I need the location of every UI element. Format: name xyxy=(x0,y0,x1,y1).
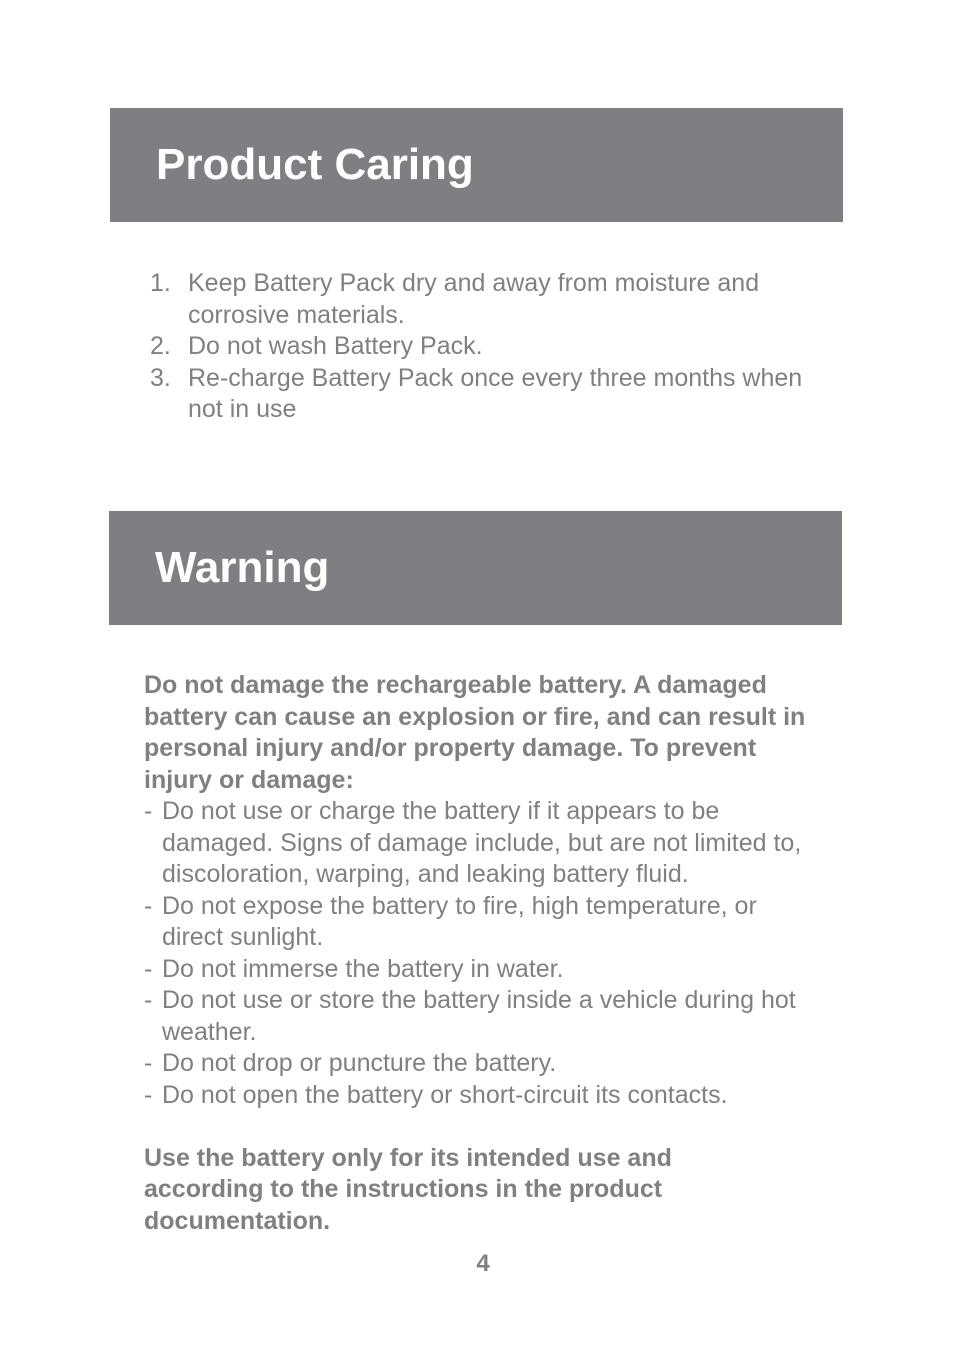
product-caring-title: Product Caring xyxy=(156,140,474,189)
list-item-text: Do not immerse the battery in water. xyxy=(162,954,564,983)
warning-content xyxy=(144,670,824,1237)
product-caring-list xyxy=(150,268,840,426)
list-item xyxy=(144,891,824,954)
list-item xyxy=(150,268,840,331)
list-item-dash: - xyxy=(144,1049,153,1077)
list-item xyxy=(144,985,824,1048)
list-item-dash: - xyxy=(144,986,153,1014)
list-item-number: 3. xyxy=(150,363,171,392)
list-item-number: 1. xyxy=(150,269,171,297)
list-item-text: Do not drop or puncture the battery. xyxy=(162,1049,557,1077)
list-item-text: Do not wash Battery Pack. xyxy=(188,332,483,360)
list-item xyxy=(144,1080,824,1112)
list-item-text: Do not open the battery or short-circuit its contacts. xyxy=(162,1080,728,1109)
list-item-text: Do not use or store the battery inside a vehicle during hot weather. xyxy=(162,986,796,1046)
list-item-text: Do not use or charge the battery if it appears to be damaged. Signs of damage include, but are not limited to, discoloration, warping, and leaking battery fluid. xyxy=(162,797,802,888)
list-item xyxy=(144,1048,824,1080)
list-item-text: Do not expose the battery to fire, high temperature, or direct sunlight. xyxy=(162,891,757,951)
warning-title: Warning xyxy=(155,543,330,592)
warning-intro: Do not damage the rechargeable battery. A damaged battery can cause an explosion or fire, and can result in personal injury and/or property damage. To prevent injury or damage: xyxy=(144,671,806,794)
list-item xyxy=(150,363,840,426)
product-caring-banner xyxy=(110,108,843,222)
list-item xyxy=(150,331,840,363)
list-item-dash: - xyxy=(144,797,153,825)
list-item xyxy=(144,954,824,986)
page-number: 4 xyxy=(476,1250,490,1277)
warning-list xyxy=(144,796,824,1111)
list-item-text: Re-charge Battery Pack once every three months when not in use xyxy=(188,363,803,423)
list-item-dash: - xyxy=(144,954,153,983)
list-item-dash: - xyxy=(144,891,153,920)
list-item xyxy=(144,796,824,891)
warning-closing: Use the battery only for its intended use and according to the instructions in the product documentation. xyxy=(144,1143,672,1235)
list-item-dash: - xyxy=(144,1080,153,1109)
warning-banner xyxy=(109,511,842,625)
list-item-text: Keep Battery Pack dry and away from moisture and corrosive materials. xyxy=(188,269,760,329)
list-item-number: 2. xyxy=(150,332,171,360)
